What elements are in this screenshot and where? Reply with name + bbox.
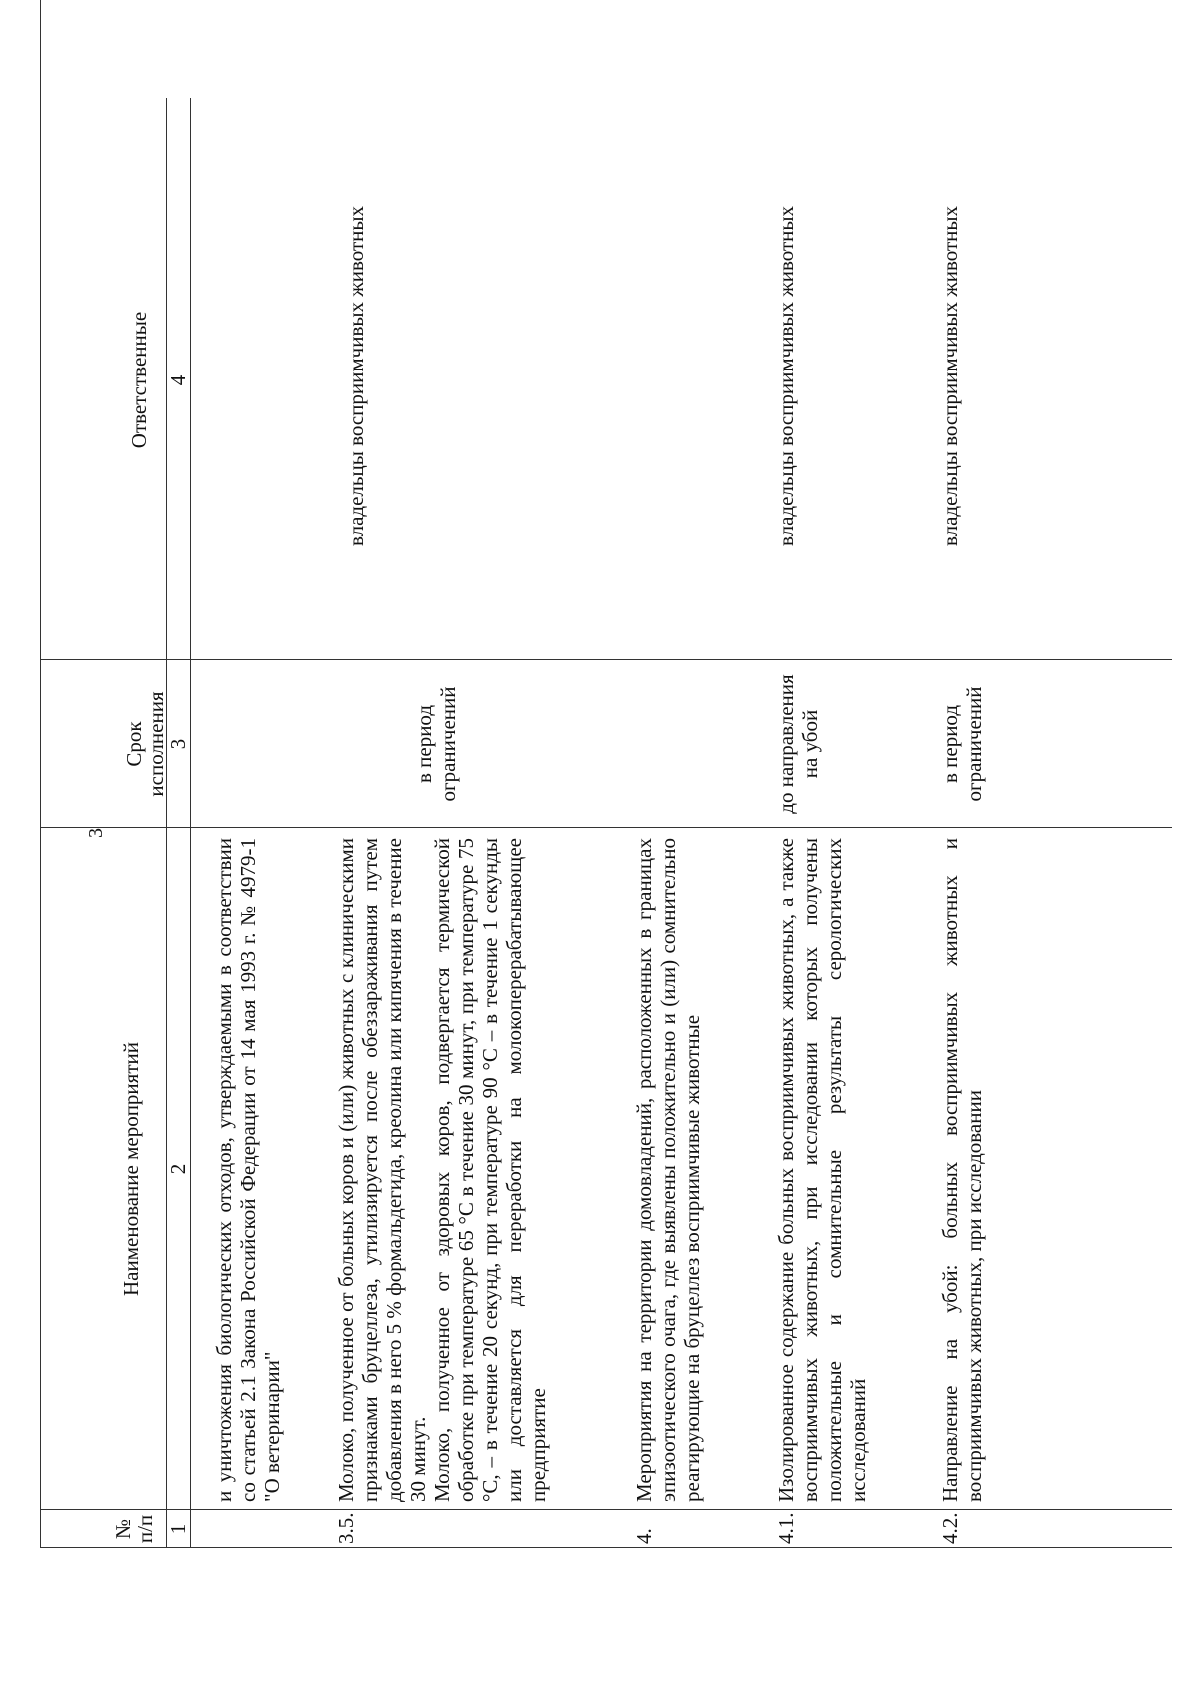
header-responsible: Ответственные [127,311,151,449]
column-divider [40,659,1172,660]
measure-text: Молоко, полученное от здоровых коров, подвергается термической обработке при температуре 65 °С в течение 30 минут, при температуре 75 °С, – в течение 20 секунд, при температуре 90 °С – в течение 1 секунды или доставляется для переработки на молокоперерабатывающее предприятие [430,838,550,1502]
row-number: 4.2. [938,1512,962,1544]
header-number: № п/п [111,1514,157,1544]
table-top-border [40,0,41,1548]
table-left-border [40,1547,1172,1548]
row-number: 3.5. [334,1512,358,1544]
header-term: Срок исполнения [122,691,168,797]
term: в период ограничений [938,686,986,802]
term: в период ограничений [412,686,460,802]
table-row [632,838,704,1502]
column-number: 3 [166,738,190,750]
header-name: Наименование мероприятий [119,1042,143,1296]
table-row [938,838,986,1502]
responsible: владельцы восприимчивых животных [774,205,798,547]
column-divider [40,1509,1172,1510]
responsible: владельцы восприимчивых животных [344,205,368,547]
measure-text: Мероприятия на территории домовладений, расположенных в границах эпизоотического очага, где выявлены положительно и (или) сомнительно реагирующие на бруцеллез восприимчивые животные [632,838,704,1502]
page-number: 3 [85,828,107,838]
measure-text: Молоко, полученное от больных коров и (или) животных с клиническими признаками бруцеллеза, утилизируется после обеззараживания путем добавления в него 5 % формальдегида, креолина или кипячения в течение 30 минут. [334,838,430,1502]
column-number: 2 [166,1163,190,1175]
row-number: 4. [632,1528,656,1544]
responsible: владельцы восприимчивых животных [938,205,962,547]
term: до направления на убой [774,674,822,814]
column-divider [40,827,1172,828]
measure-text: и уничтожения биологических отходов, утверждаемыми в соответствии со статьей 2.1 Закона Российской Федерации от 14 мая 1993 г. № 4979-1 "О ветеринарии" [212,838,284,1502]
column-number: 4 [166,374,190,386]
table-row [334,838,550,1502]
row-number: 4.1. [774,1512,798,1544]
header-divider [190,98,191,1548]
measure-text: Изолированное содержание больных восприимчивых животных, а также восприимчивых животных, при исследовании которых получены положительные и сомнительные результаты серологических исследований [774,838,870,1502]
column-number: 1 [166,1523,190,1535]
table-row [774,838,870,1502]
measure-text: Направление на убой: больных восприимчивых животных и восприимчивых животных, при исследовании [938,838,986,1502]
table-row [212,838,284,1502]
